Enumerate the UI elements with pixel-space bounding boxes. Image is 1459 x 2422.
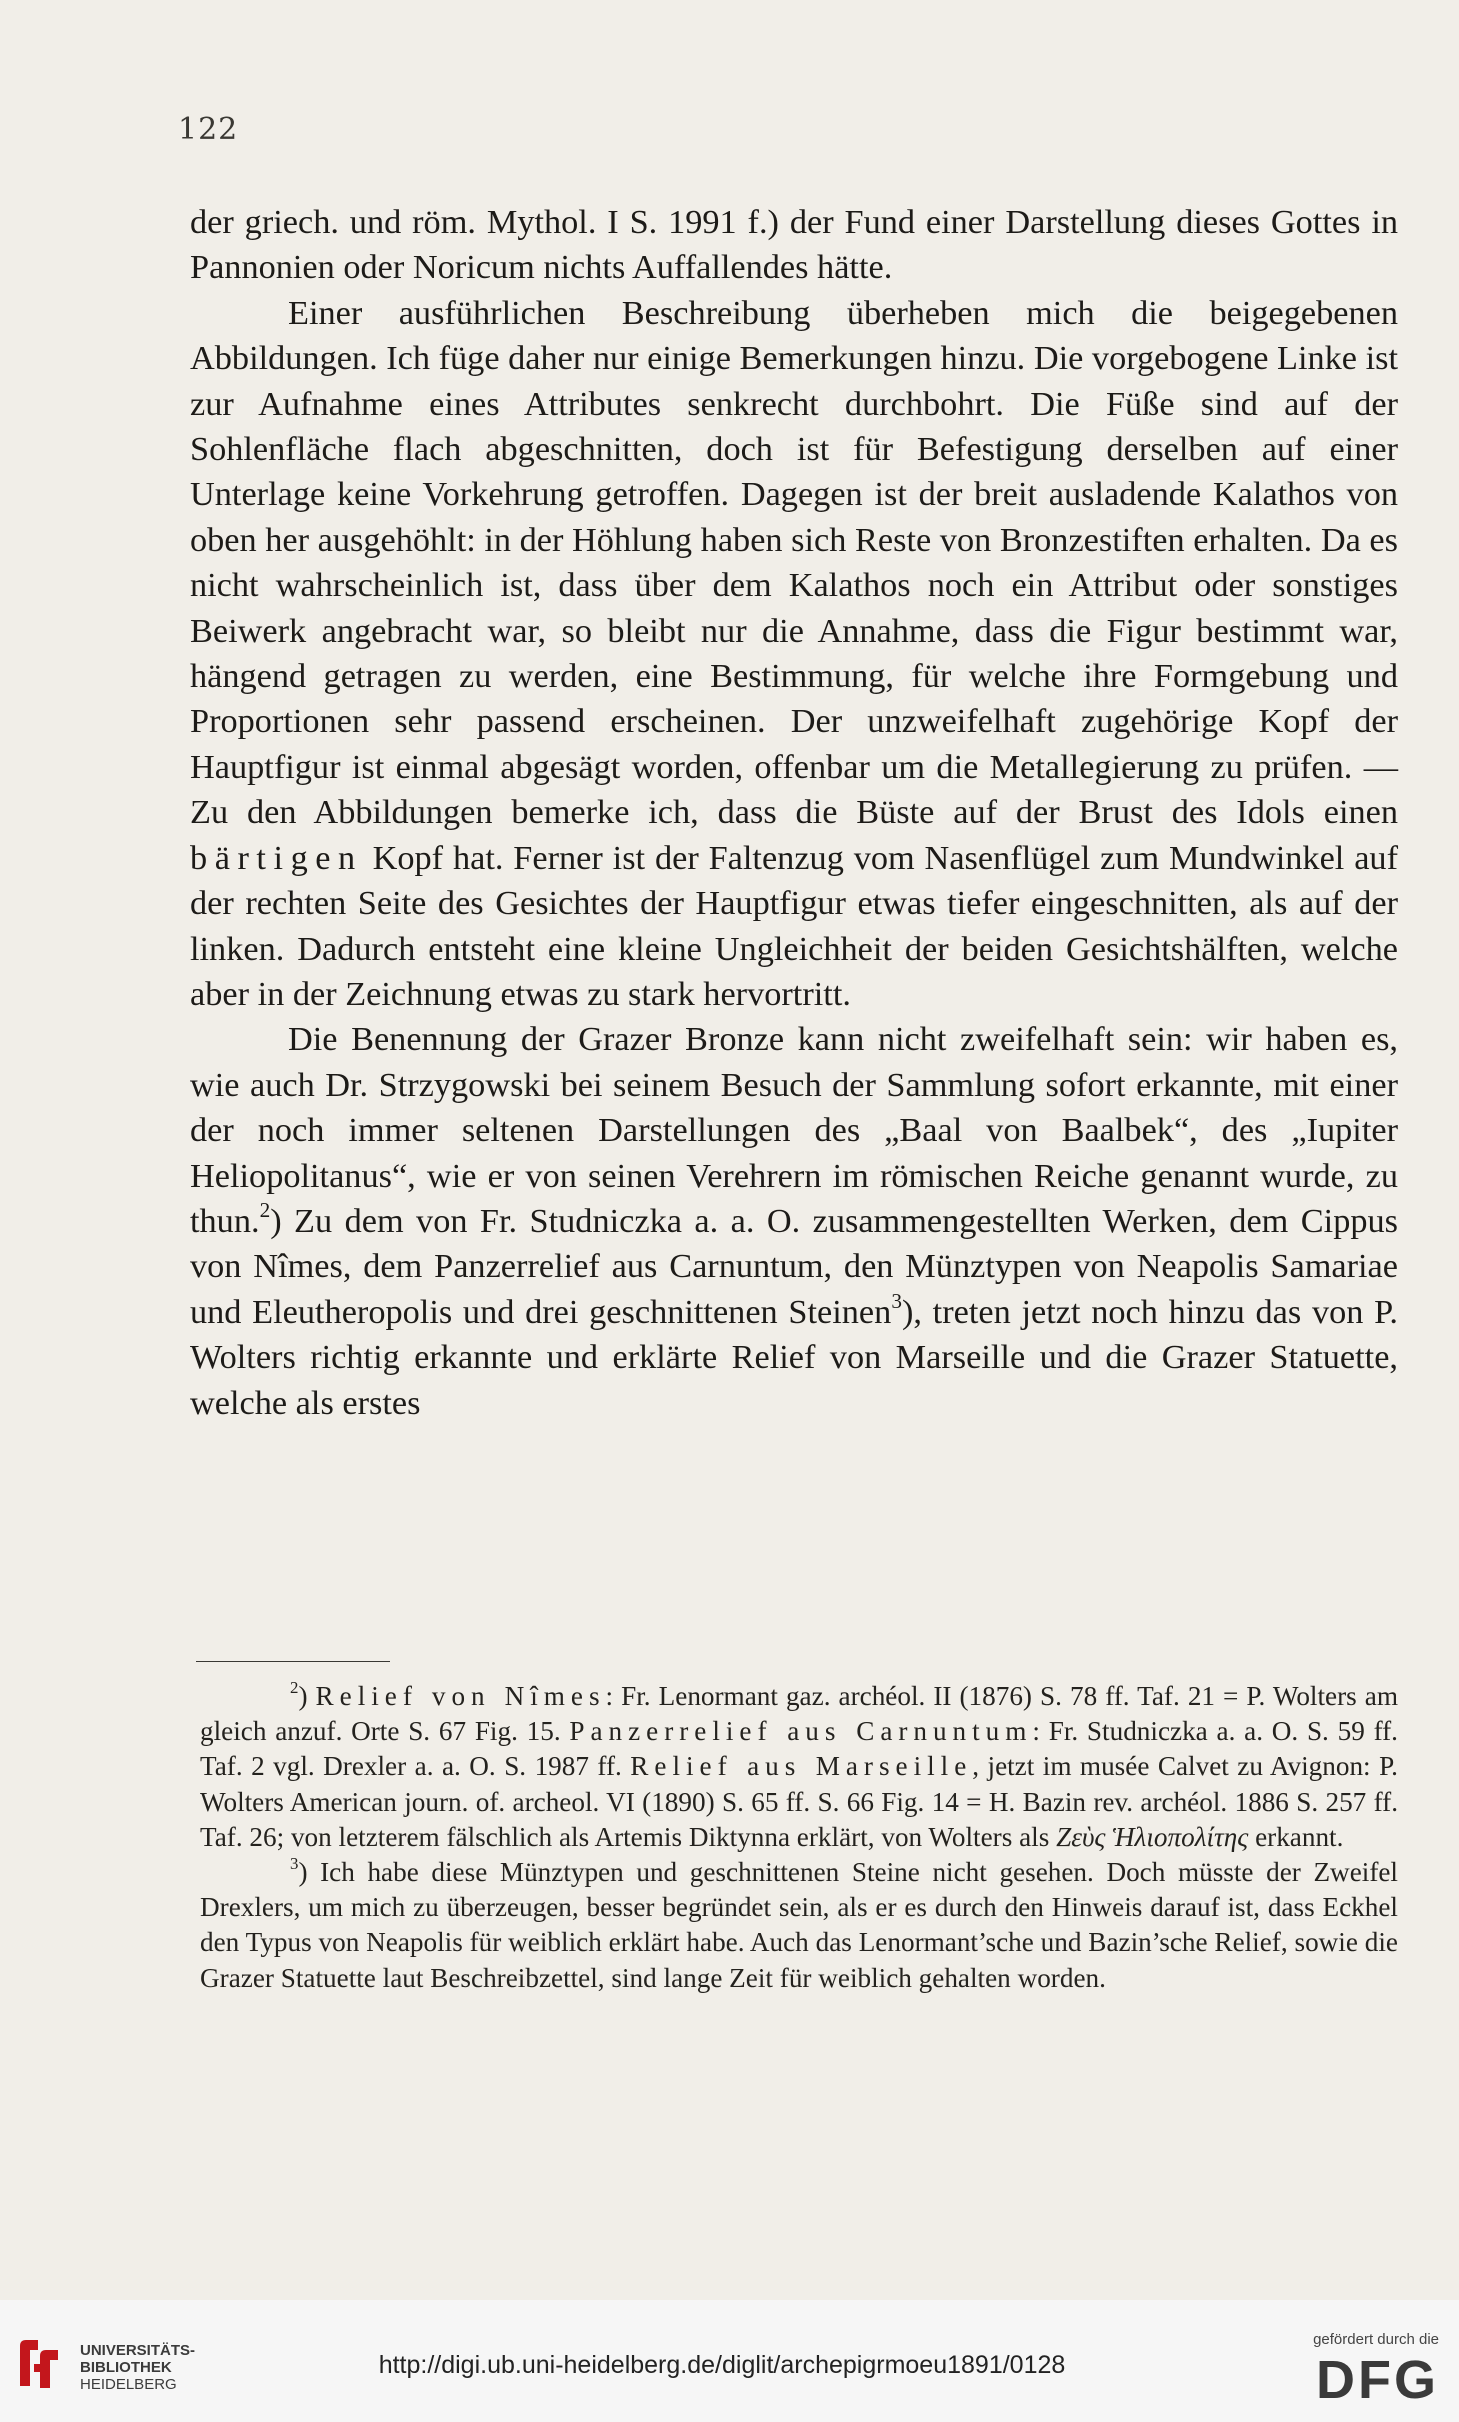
- text-run: Kopf hat. Ferner ist der Faltenzug vom Nasenflügel zum Mundwinkel auf der rechten Seite des Gesichtes der Hauptfigur etwas tiefer eingeschnitten, als auf der linken. Dadurch entsteht eine kleine Ungleichheit der beiden Gesichtshälften, welche aber in der Zeichnung etwas zu stark hervortritt.: [190, 838, 1398, 1013]
- library-name-line: UNIVERSITÄTS-: [80, 2342, 196, 2359]
- body-text: [190, 200, 1398, 1426]
- text-run: , jetzt im musée Calvet zu Avignon: P. Wolters American journ. of. archeol. VI (1890) S. 65 ff. S. 66 Fig. 14 = H. Bazin rev. archéol. 1886 S. 257 ff. Taf. 26; von letzterem fälschlich als Artemis Diktynna erklärt, von Wolters als: [200, 1751, 1398, 1852]
- footnote-marker: 3: [290, 1854, 299, 1874]
- footer-bar: [0, 2300, 1459, 2422]
- spaced-emphasis: bärtigen: [190, 838, 363, 877]
- spaced-emphasis: Relief von Nîmes: [315, 1681, 606, 1711]
- footnote-marker: 3: [891, 1289, 902, 1314]
- text-run: Die Benennung der Grazer Bronze kann nicht zweifelhaft sein: wir haben es, wie auch Dr. Strzygowski bei seinem Besuch der Sammlung sofort erkannte, mit einer der noch immer seltenen Darstellungen des „Baal von Baalbek“, des „Iupiter Heliopolitanus“, wie er von seinen Verehrern im römischen Reiche genannt wurde, zu thun.: [190, 1020, 1398, 1240]
- library-name-line: HEIDELBERG: [80, 2376, 177, 2393]
- footnote-marker: 2: [259, 1198, 271, 1223]
- paragraph: [190, 200, 1398, 291]
- footnotes: [200, 1679, 1398, 1996]
- footnote-marker: 2: [290, 1678, 299, 1698]
- text-run: der griech. und röm. Mythol. I S. 1991 f.) der Fund einer Darstellung dieses Gottes in Pannonien oder Noricum nichts Auffallendes hätte.: [190, 203, 1398, 287]
- footnote: [200, 1679, 1398, 1855]
- spaced-emphasis: Panzerrelief aus Carnuntum: [569, 1716, 1033, 1747]
- funding-caption: gefördert durch die: [1313, 2331, 1439, 2348]
- text-run: : Fr. Lenormant gaz. archéol. II (1876) S. 78 ff. Taf. 21 = P. Wolters am gleich anzuf. Orte S. 67 Fig. 15.: [200, 1681, 1398, 1747]
- text-run: ) Zu dem von Fr. Studniczka a. a. O. zusammengestellten Werken, dem Cippus von Nîmes, dem Panzerrelief aus Carnuntum, den Münztypen von Neapolis Samariae und Eleutheropolis und drei geschnittenen Steinen: [190, 1201, 1398, 1331]
- paragraph: [190, 1017, 1398, 1426]
- text-run: erkannt.: [1248, 1821, 1344, 1852]
- footnote: [200, 1855, 1398, 1996]
- source-url-link[interactable]: http://digi.ub.uni-heidelberg.de/diglit/archepigrmoeu1891/0128: [378, 2351, 1066, 2379]
- text-run: : Fr. Studniczka a. a. O. S. 59 ff. Taf. 2 vgl. Drexler a. a. O. S. 1987 ff.: [200, 1716, 1398, 1782]
- library-name: [80, 2342, 195, 2393]
- text-run: ): [298, 1681, 316, 1711]
- library-name-line: BIBLIOTHEK: [80, 2359, 172, 2376]
- dfg-logo[interactable]: DFG: [1316, 2350, 1439, 2410]
- text-run: Einer ausführlichen Beschreibung überheben mich die beigegebenen Abbildungen. Ich füge daher nur einige Bemerkungen hinzu. Die vorgebogene Linke ist zur Aufnahme eines Attributes senkrecht durchbohrt. Die Füße sind auf der Sohlenfläche flach abgeschnitten, doch ist für Befestigung derselben auf einer Unterlage keine Vorkehrung getroffen. Dagegen ist der breit ausladende Kalathos von oben her ausgehöhlt: in der Höhlung haben sich Reste von Bronzestiften erhalten. Da es nicht wahrscheinlich ist, dass über dem Kalathos noch ein Attribut oder sonstiges Beiwerk angebracht war, so bleibt nur die Annahme, dass die Figur bestimmt war, hängend getragen zu werden, eine Bestimmung, für welche ihre Formgebung und Proportionen sehr passend erscheinen. Der unzweifelhaft zugehörige Kopf der Hauptfigur ist einmal abgesägt worden, offenbar um die Metallegierung zu prüfen. — Zu den Abbildungen bemerke ich, dass die Büste auf der Brust des Idols einen: [190, 293, 1398, 832]
- page-number: 122: [178, 112, 239, 147]
- text-run: ) Ich habe diese Münztypen und geschnittenen Steine nicht gesehen. Doch müsste der Zweifel Drexlers, um mich zu überzeugen, besser begründet sein, als er es durch den Hinweis darauf ist, dass Eckhel den Typus von Neapolis für weiblich erklärt habe. Auch das Lenormant’sche und Bazin’sche Relief, sowie die Grazer Statuette laut Beschreibzettel, sind lange Zeit für weiblich gehalten worden.: [200, 1857, 1398, 1993]
- footnote-divider: [196, 1661, 390, 1662]
- spaced-emphasis: Relief aus Marseille: [630, 1751, 973, 1782]
- ub-heidelberg-logo-icon[interactable]: [14, 2336, 64, 2392]
- text-run: ), treten jetzt noch hinzu das von P. Wolters richtig erkannte und erklärte Relief von Marseille und die Grazer Statuette, welche als erstes: [190, 1292, 1398, 1422]
- greek-text: Ζεὺς Ἡλιοπολίτης: [1056, 1821, 1249, 1852]
- paragraph: [190, 291, 1398, 1018]
